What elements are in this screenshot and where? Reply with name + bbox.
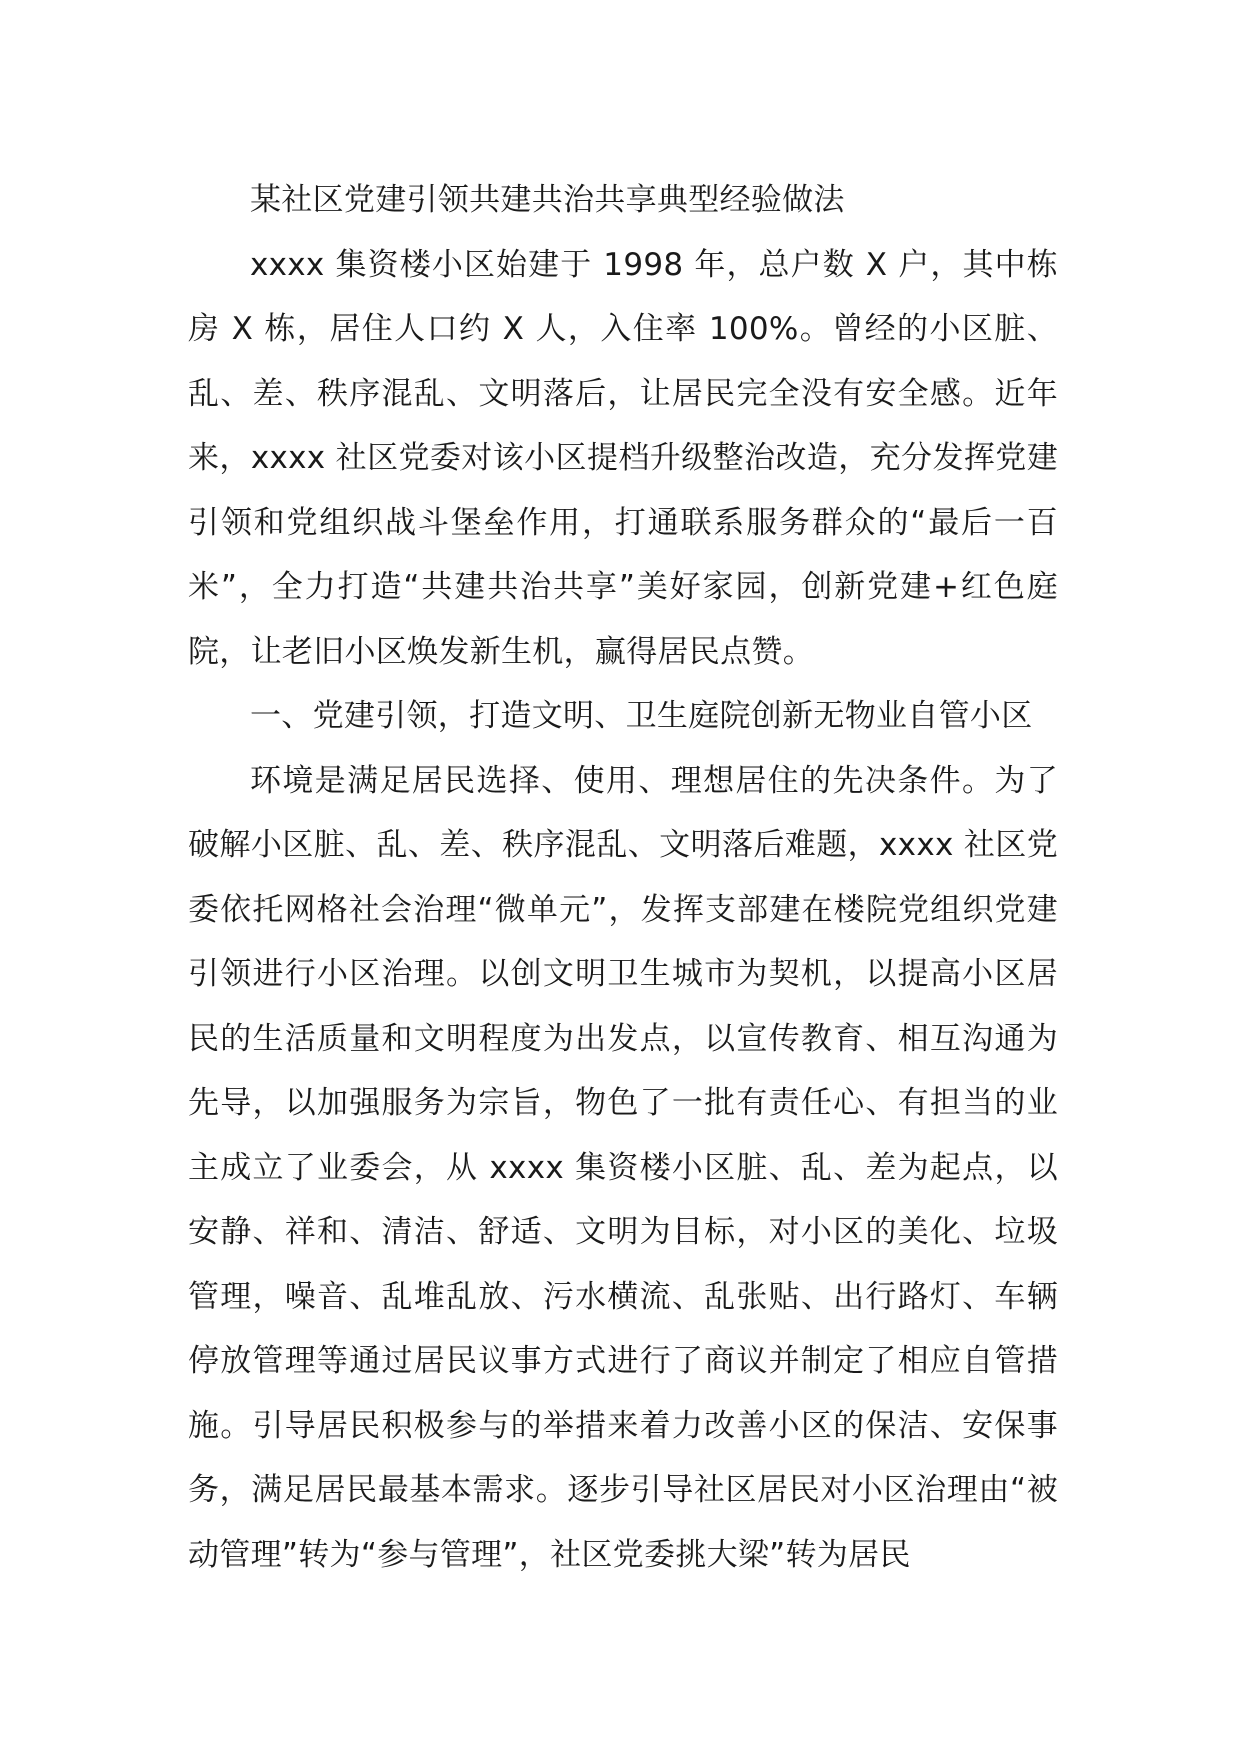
document-title: 某社区党建引领共建共治共享典型经验做法 xyxy=(250,182,845,218)
section-heading: 一、党建引领，打造文明、卫生庭院创新无物业自管小区 xyxy=(250,698,1033,734)
intro-paragraph: xxxx 集资楼小区始建于 1998 年，总户数 X 户，其中栋房 X 栋，居住人口约 X 人，入住率 100%。曾经的小区脏、乱、差、秩序混乱、文明落后，让居民完全没有安全感。近年来，xxxx 社区党委对该小区提档升级整治改造，充分发挥党建引领和党组织战斗堡垒作用，打通联系服务群众的“最后一百米”，全力打造“共建共治共享”美好家园，创新党建+红色庭院，让老旧小区焕发新生机，赢得居民点赞。 xyxy=(188,246,1058,670)
document-body xyxy=(188,168,1058,1587)
section-paragraph: 环境是满足居民选择、使用、理想居住的先决条件。为了破解小区脏、乱、差、秩序混乱、文明落后难题，xxxx 社区党委依托网格社会治理“微单元”，发挥支部建在楼院党组织党建引领进行小区治理。以创文明卫生城市为契机，以提高小区居民的生活质量和文明程度为出发点，以宣传教育、相互沟通为先导，以加强服务为宗旨，物色了一批有责任心、有担当的业主成立了业委会，从 xxxx 集资楼小区脏、乱、差为起点，以安静、祥和、清洁、舒适、文明为目标，对小区的美化、垃圾管理，噪音、乱堆乱放、污水横流、乱张贴、出行路灯、车辆停放管理等通过居民议事方式进行了商议并制定了相应自管措施。引导居民积极参与的举措来着力改善小区的保洁、安保事务，满足居民最基本需求。逐步引导社区居民对小区治理由“被动管理”转为“参与管理”，社区党委挑大梁”转为居民 xyxy=(188,762,1058,1573)
